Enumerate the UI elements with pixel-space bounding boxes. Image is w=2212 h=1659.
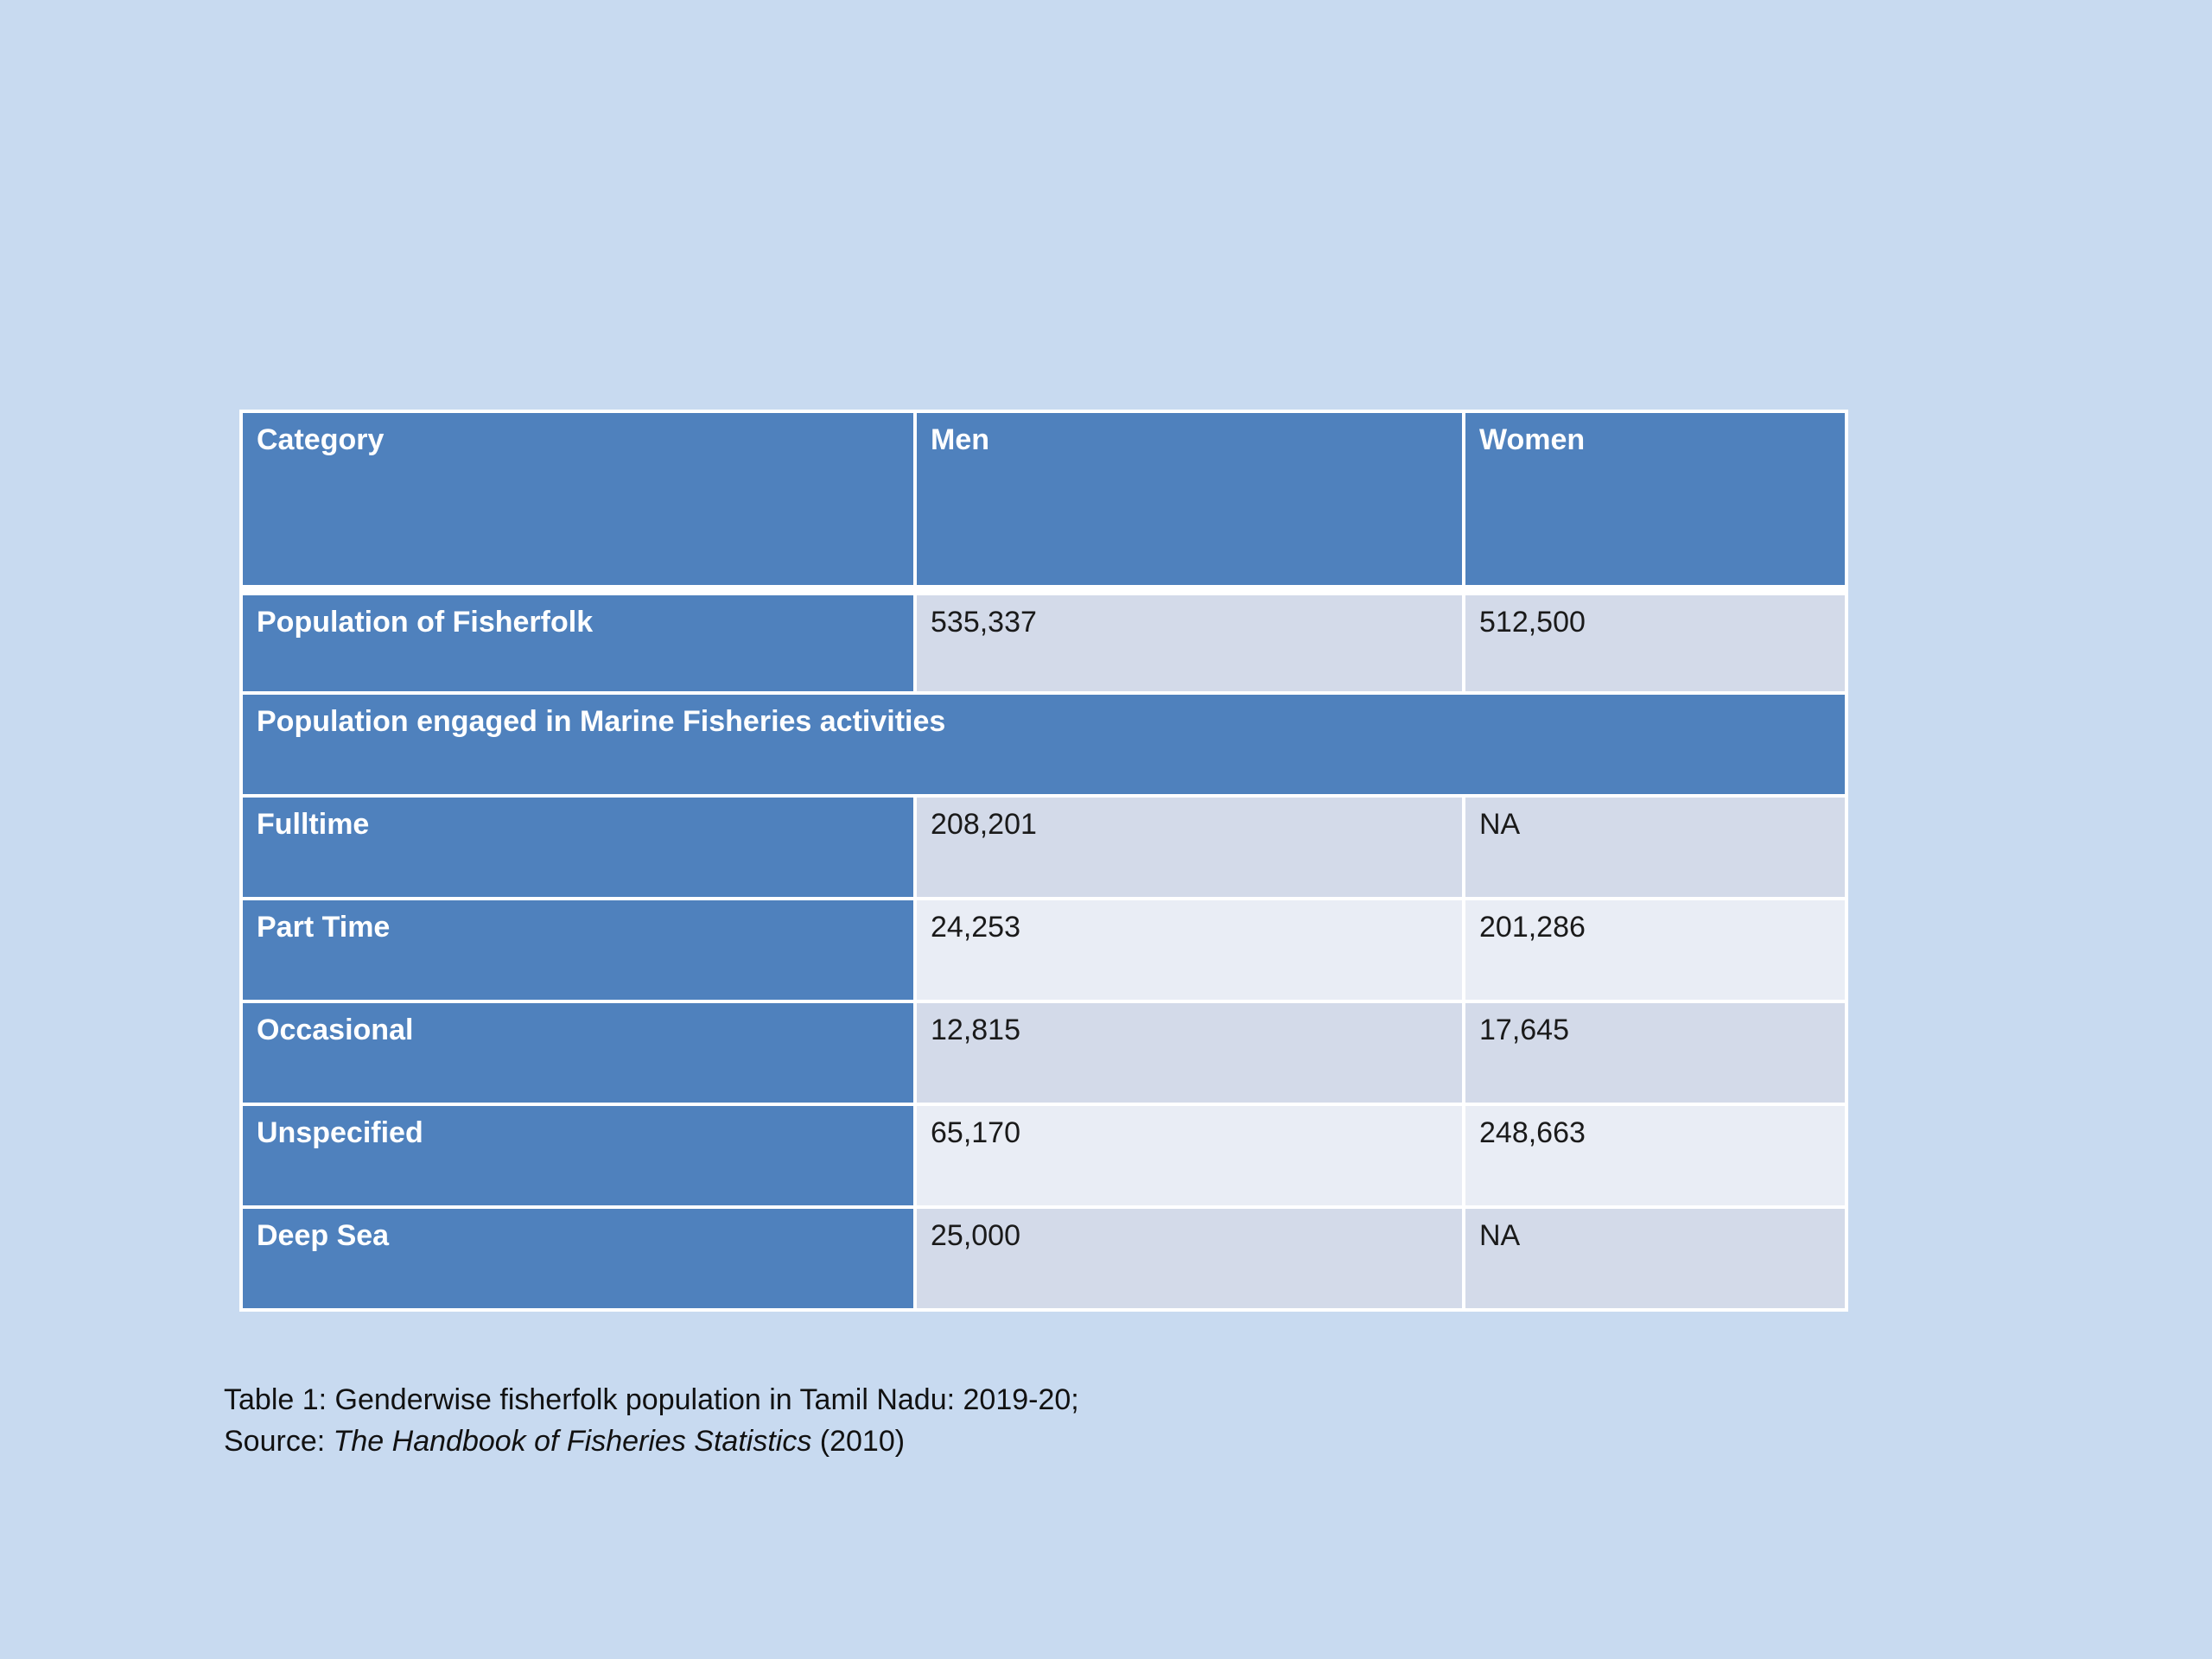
row-category: Part Time <box>241 899 915 1001</box>
header-men: Men <box>915 411 1464 590</box>
row-men-value: 208,201 <box>915 796 1464 899</box>
row-women-value: 512,500 <box>1464 590 1847 693</box>
source-prefix: Source: <box>224 1425 334 1458</box>
row-women-value: NA <box>1464 1207 1847 1310</box>
row-women-value: NA <box>1464 796 1847 899</box>
caption-title: Table 1: Genderwise fisherfolk population in Tamil Nadu: 2019-20; <box>224 1383 1079 1416</box>
row-men-value: 25,000 <box>915 1207 1464 1310</box>
row-men-value: 24,253 <box>915 899 1464 1001</box>
row-category: Fulltime <box>241 796 915 899</box>
header-women: Women <box>1464 411 1847 590</box>
row-men-value: 12,815 <box>915 1001 1464 1104</box>
caption-source <box>224 1421 1779 1462</box>
table-row <box>241 1001 1847 1104</box>
row-men-value: 65,170 <box>915 1104 1464 1207</box>
row-category: Population of Fisherfolk <box>241 590 915 693</box>
source-suffix: (2010) <box>811 1425 906 1458</box>
table-header-row <box>241 411 1847 590</box>
header-category: Category <box>241 411 915 590</box>
source-title: The Handbook of Fisheries Statistics <box>333 1425 812 1458</box>
row-category: Unspecified <box>241 1104 915 1207</box>
row-women-value: 17,645 <box>1464 1001 1847 1104</box>
fisherfolk-table <box>239 410 1848 1312</box>
row-women-value: 201,286 <box>1464 899 1847 1001</box>
table-row <box>241 796 1847 899</box>
section-heading: Population engaged in Marine Fisheries activities <box>241 693 1847 796</box>
table-section-row <box>241 693 1847 796</box>
table-row <box>241 1104 1847 1207</box>
table-row <box>241 590 1847 693</box>
row-category: Occasional <box>241 1001 915 1104</box>
table-caption <box>224 1379 1779 1462</box>
row-women-value: 248,663 <box>1464 1104 1847 1207</box>
table-row <box>241 1207 1847 1310</box>
row-men-value: 535,337 <box>915 590 1464 693</box>
row-category: Deep Sea <box>241 1207 915 1310</box>
table-row <box>241 899 1847 1001</box>
